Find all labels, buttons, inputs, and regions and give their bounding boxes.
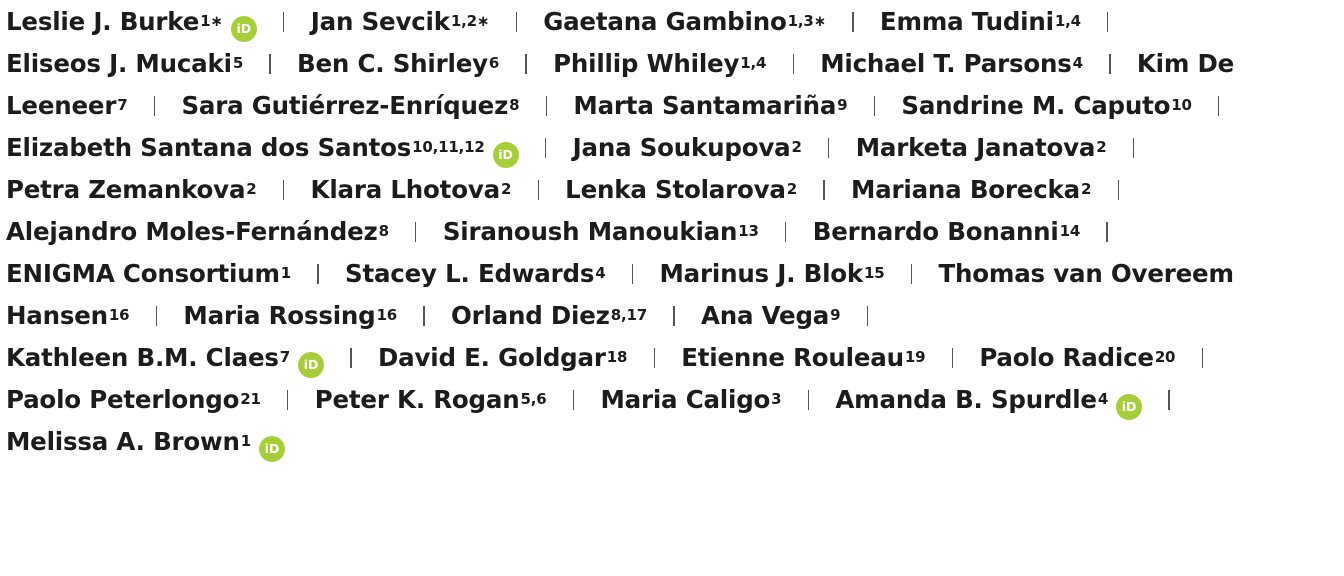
separator (793, 54, 794, 74)
affiliation-superscript: 8,17 (610, 306, 647, 324)
author-name: Paolo Peterlongo$^{21}$ (6, 385, 261, 414)
separator (1218, 96, 1219, 116)
affiliation-superscript: 8 (378, 222, 389, 240)
separator (952, 348, 953, 368)
affiliation-superscript: 2 (791, 138, 802, 156)
author-name: Etienne Rouleau$^{19}$ (681, 343, 926, 372)
affiliation-superscript: 16 (108, 306, 130, 324)
author-line (6, 2, 1126, 42)
separator (154, 96, 155, 116)
separator (283, 12, 284, 32)
affiliation-superscript: 2 (786, 180, 797, 198)
separator (1109, 54, 1110, 74)
author-line (6, 170, 1137, 210)
affiliation-superscript: 1,4 (1054, 12, 1081, 30)
separator (1106, 222, 1107, 242)
author-line (6, 86, 1237, 126)
author-line (6, 296, 886, 336)
author-name-part: Hansen$^{16}$ (6, 301, 130, 330)
author-name: Sara Gutiérrez-Enríquez$^8$ (181, 91, 520, 120)
author-name: Ana Vega$^9$ (700, 301, 841, 330)
separator (415, 222, 416, 242)
author-name: Alejandro Moles-Fernández$^8$ (6, 217, 389, 246)
author-name: Maria Caligo$^3$ (600, 385, 782, 414)
orcid-icon[interactable]: iD (298, 352, 324, 378)
affiliation-superscript: 10,11,12 (412, 138, 485, 156)
affiliation-superscript: 7 (117, 96, 128, 114)
author-name: Mariana Borecka$^2$ (850, 175, 1092, 204)
author-name: Phillip Whiley$^{1,4}$ (553, 49, 767, 78)
author-name: Orland Diez$^{8,17}$ (450, 301, 647, 330)
affiliation-superscript: 1,4 (740, 54, 767, 72)
affiliation-superscript: 9 (830, 306, 841, 324)
author-name-part: Leeneer$^7$ (6, 91, 128, 120)
author-name: ENIGMA Consortium$^1$ (6, 259, 292, 288)
separator (573, 390, 574, 410)
author-name: Emma Tudini$^{1,4}$ (879, 7, 1081, 36)
separator (867, 306, 868, 326)
affiliation-superscript: 2 (1096, 138, 1107, 156)
affiliation-superscript: 16 (376, 306, 397, 324)
author-name: Sandrine M. Caputo$^{10}$ (901, 91, 1192, 120)
separator (287, 390, 288, 410)
author-name: Eliseos J. Mucaki$^5$ (6, 49, 244, 78)
orcid-icon[interactable]: iD (1116, 394, 1142, 420)
author-line (6, 128, 1152, 168)
author-name: Klara Lhotova$^2$ (310, 175, 512, 204)
affiliation-superscript: 20 (1154, 348, 1176, 366)
separator (1168, 390, 1169, 410)
separator (785, 222, 786, 242)
author-name: Marta Santamariña$^9$ (573, 91, 848, 120)
affiliation-superscript: 1 (240, 432, 251, 450)
affiliation-superscript: 18 (606, 348, 628, 366)
separator (1202, 348, 1203, 368)
affiliation-superscript: 5,6 (520, 390, 547, 408)
author-name: Marketa Janatova$^2$ (855, 133, 1107, 162)
separator (350, 348, 351, 368)
affiliation-superscript: 2 (246, 180, 257, 198)
author-name: Leslie J. Burke$^{1∗}$ (6, 7, 223, 36)
affiliation-superscript: 21 (240, 390, 261, 408)
affiliation-superscript: 4 (595, 264, 606, 282)
separator (874, 96, 875, 116)
author-line (6, 380, 1188, 420)
affiliation-superscript: 7 (279, 348, 291, 366)
author-name: Amanda B. Spurdle$^4$ (835, 385, 1109, 414)
affiliation-superscript: 2 (1080, 180, 1092, 198)
separator (317, 264, 318, 284)
separator (516, 12, 517, 32)
author-name: Jana Soukupova$^2$ (572, 133, 802, 162)
separator (808, 390, 809, 410)
affiliation-superscript: 13 (738, 222, 759, 240)
separator (1133, 138, 1134, 158)
separator (423, 306, 424, 326)
orcid-icon[interactable]: iD (259, 436, 285, 462)
author-name: Siranoush Manoukian$^{13}$ (442, 217, 759, 246)
affiliation-superscript: 19 (904, 348, 926, 366)
separator (828, 138, 829, 158)
author-name: Melissa A. Brown$^1$ (6, 427, 251, 456)
author-line (6, 338, 1221, 378)
orcid-icon[interactable]: iD (493, 142, 519, 168)
author-line (6, 422, 285, 462)
author-name: Kathleen B.M. Claes$^7$ (6, 343, 291, 372)
separator (156, 306, 157, 326)
author-name: Ben C. Shirley$^6$ (297, 49, 500, 78)
author-line (6, 44, 1234, 84)
author-line (6, 212, 1126, 252)
author-name: Peter K. Rogan$^{5,6}$ (314, 385, 547, 414)
separator (546, 96, 547, 116)
author-name-part: Thomas van Overeem (938, 259, 1234, 288)
author-name: Petra Zemankova$^2$ (6, 175, 257, 204)
author-name: Bernardo Bonanni$^{14}$ (812, 217, 1081, 246)
separator (632, 264, 633, 284)
separator (538, 180, 539, 200)
separator (283, 180, 284, 200)
separator (269, 54, 270, 74)
affiliation-superscript: 5 (232, 54, 244, 72)
separator (1107, 12, 1108, 32)
author-name: Gaetana Gambino$^{1,3∗}$ (543, 7, 826, 36)
separator (852, 12, 853, 32)
affiliation-superscript: 9 (837, 96, 848, 114)
affiliation-superscript: 3 (771, 390, 782, 408)
affiliation-superscript: 1 (280, 264, 292, 282)
author-line (6, 254, 1234, 294)
author-name: Stacey L. Edwards$^4$ (345, 259, 606, 288)
separator (1118, 180, 1119, 200)
author-name: Jan Sevcik$^{1,2∗}$ (310, 7, 490, 36)
separator (823, 180, 824, 200)
affiliation-superscript: 10 (1171, 96, 1192, 114)
affiliation-superscript: 2 (500, 180, 512, 198)
author-name: Marinus J. Blok$^{15}$ (659, 259, 885, 288)
orcid-icon[interactable]: iD (231, 16, 257, 42)
separator (673, 306, 674, 326)
affiliation-superscript: 14 (1059, 222, 1081, 240)
affiliation-superscript: 15 (864, 264, 885, 282)
author-name: Elizabeth Santana dos Santos$^{10,11,12}$ (6, 133, 485, 162)
affiliation-superscript: 1,3∗ (787, 12, 826, 30)
separator (525, 54, 526, 74)
author-name: Paolo Radice$^{20}$ (979, 343, 1176, 372)
author-name: David E. Goldgar$^{18}$ (378, 343, 628, 372)
separator (545, 138, 546, 158)
author-name-part: Kim De (1136, 49, 1235, 78)
affiliation-superscript: 1,2∗ (450, 12, 490, 30)
author-name: Michael T. Parsons$^4$ (820, 49, 1083, 78)
affiliation-superscript: 4 (1097, 390, 1109, 408)
separator (654, 348, 655, 368)
affiliation-superscript: 1∗ (200, 12, 223, 30)
separator (911, 264, 912, 284)
affiliation-superscript: 6 (488, 54, 500, 72)
author-name: Lenka Stolarova$^2$ (565, 175, 797, 204)
author-name: Maria Rossing$^{16}$ (183, 301, 397, 330)
affiliation-superscript: 4 (1072, 54, 1083, 72)
affiliation-superscript: 8 (509, 96, 520, 114)
